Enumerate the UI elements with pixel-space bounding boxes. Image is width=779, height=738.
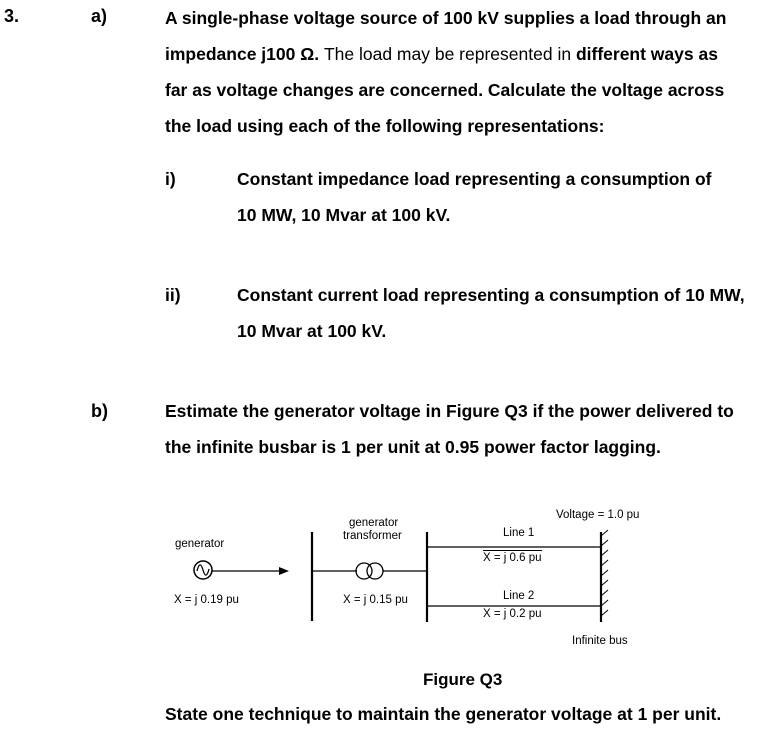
- line-1-reactance: X = j 0.6 pu: [483, 552, 542, 564]
- figure-caption: Figure Q3: [423, 670, 503, 689]
- final-question: State one technique to maintain the generator voltage at 1 per unit.: [165, 704, 722, 724]
- sub-ii-line-1: Constant current load representing a consumption of 10 MW,: [237, 285, 745, 305]
- line-1-label: Line 1: [503, 527, 535, 539]
- arrow-head-icon: [279, 567, 289, 575]
- transformer-secondary-coil-icon: [367, 563, 383, 579]
- transformer-label-2: transformer: [343, 530, 402, 542]
- line-2-bold-text: different ways as: [575, 44, 718, 64]
- sub-i-line-2: 10 MW, 10 Mvar at 100 kV.: [237, 205, 451, 225]
- generator-sine-icon: [197, 565, 209, 575]
- part-a-line-4: the load using each of the following representations:: [165, 116, 605, 136]
- generator-reactance: X = j 0.19 pu: [174, 594, 239, 606]
- generator-label: generator: [175, 538, 225, 550]
- voltage-label: Voltage = 1.0 pu: [556, 509, 640, 521]
- impedance-value: impedance j100 Ω.: [165, 44, 320, 64]
- transformer-reactance: X = j 0.15 pu: [343, 594, 408, 606]
- sub-ii-line-2: 10 Mvar at 100 kV.: [237, 321, 387, 341]
- sub-i-line-1: Constant impedance load representing a consumption of: [237, 169, 712, 189]
- infinite-bus-label: Infinite bus: [572, 635, 628, 647]
- transformer-label-1: generator: [349, 517, 399, 529]
- part-a-line-3: far as voltage changes are concerned. Calculate the voltage across: [165, 80, 725, 100]
- line-2-reactance: X = j 0.2 pu: [483, 608, 542, 620]
- part-a-label: a): [91, 6, 108, 26]
- part-b-line-1: Estimate the generator voltage in Figure Q3 if the power delivered to: [165, 401, 734, 421]
- line-2-label: Line 2: [503, 590, 535, 602]
- question-number: 3.: [4, 6, 20, 26]
- sub-i-label: i): [165, 169, 176, 189]
- line-2-normal-text: The load may be represented in: [319, 44, 576, 64]
- part-a-line-1: A single-phase voltage source of 100 kV supplies a load through an: [165, 8, 727, 28]
- part-b-line-2: the infinite busbar is 1 per unit at 0.95 power factor lagging.: [165, 437, 661, 457]
- sub-ii-label: ii): [165, 285, 181, 305]
- part-b-label: b): [91, 401, 108, 421]
